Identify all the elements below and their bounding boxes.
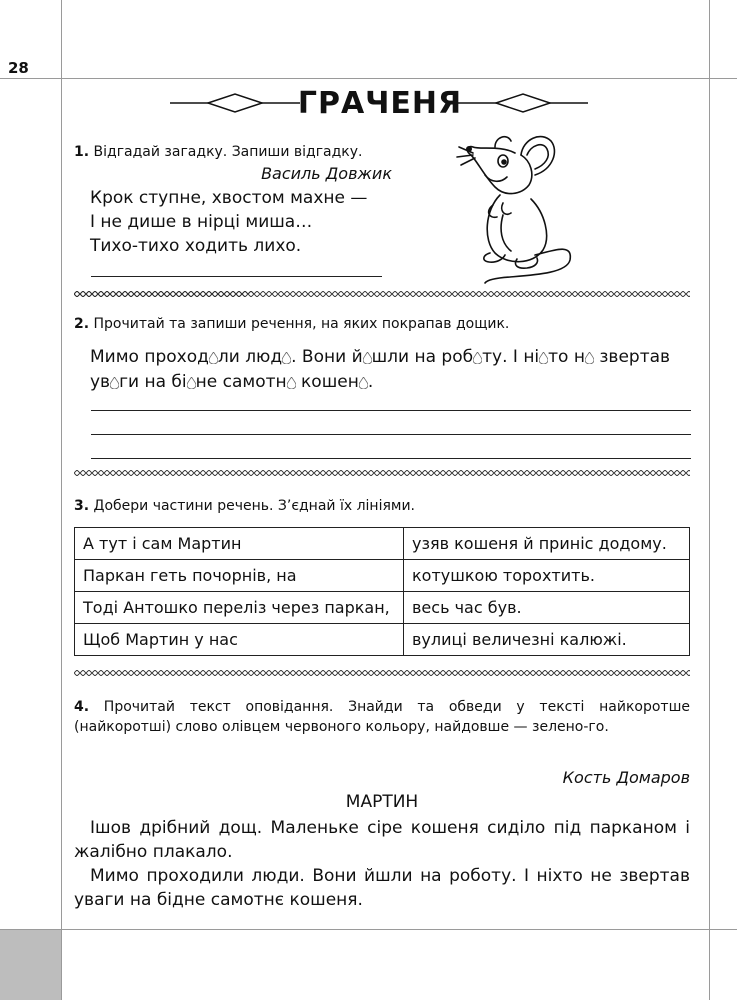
- left-margin-line: [61, 0, 62, 1000]
- task1-instruction: [74, 144, 363, 160]
- task2-instruction: [74, 316, 509, 332]
- answer-line[interactable]: [91, 434, 691, 435]
- task4-instruction: [74, 697, 690, 737]
- left-part-cell[interactable]: Щоб Мартин у нас: [75, 624, 404, 656]
- text-fragment: звертав: [593, 347, 671, 367]
- text-fragment: . Вони й: [291, 347, 363, 367]
- story-paragraph-1: Ішов дрібний дощ. Маленьке сіре кошеня сиділо під парканом і жалібно плакало.: [74, 818, 690, 862]
- riddle-line: Тихо-тихо ходить лихо.: [90, 236, 302, 256]
- answer-line[interactable]: [91, 458, 691, 459]
- answer-line[interactable]: [91, 410, 691, 411]
- page-number: 28: [8, 59, 29, 77]
- text-fragment: то н: [548, 347, 585, 367]
- story-title: МАРТИН: [345, 792, 419, 812]
- right-part-cell[interactable]: весь час був.: [404, 592, 690, 624]
- task1-number: 1.: [74, 144, 90, 160]
- task2-instruction-text: Прочитай та запиши речення, на яких покрапав дощик.: [93, 316, 510, 332]
- left-part-cell[interactable]: Паркан геть почорнів, на: [75, 560, 404, 592]
- header-line: [0, 78, 737, 79]
- left-part-cell[interactable]: А тут і сам Мартин: [75, 528, 404, 560]
- text-fragment: .: [367, 372, 374, 392]
- text-fragment: ув: [90, 372, 111, 392]
- right-margin-line: [709, 0, 710, 1000]
- task4-number: 4.: [74, 699, 90, 715]
- table-row: [75, 528, 690, 560]
- raindrop-icon: [473, 352, 482, 364]
- right-part-cell[interactable]: вулиці величезні калюжі.: [404, 624, 690, 656]
- task3-number: 3.: [74, 498, 90, 514]
- corner-gray-box: [0, 930, 61, 1000]
- task4-author: Кость Домаров: [562, 768, 690, 787]
- text-fragment: не самотн: [195, 372, 287, 392]
- text-fragment: ги на бі: [119, 372, 187, 392]
- raindrop-icon: [287, 377, 296, 389]
- right-part-cell[interactable]: узяв кошеня й приніс додому.: [404, 528, 690, 560]
- zigzag-divider: [74, 470, 690, 476]
- riddle-line: І не дише в нірці миша…: [90, 212, 313, 232]
- title-ornament-right-icon: [458, 92, 588, 114]
- task1-author: Василь Довжик: [261, 164, 392, 183]
- task2-number: 2.: [74, 316, 90, 332]
- page-title: ГРАЧЕНЯ: [297, 86, 463, 121]
- task3-instruction-text: Добери частини речень. З’єднай їх лініями.: [93, 498, 416, 514]
- zigzag-divider: [74, 670, 690, 676]
- raindrop-icon: [282, 352, 291, 364]
- footer-line: [0, 929, 737, 930]
- zigzag-divider: [74, 291, 690, 297]
- riddle-poem: [90, 186, 367, 258]
- story-paragraph-2: Мимо проходили люди. Вони йшли на роботу. І ніхто не звертав уваги на бідне самотнє кошеня.: [74, 866, 690, 910]
- task3-instruction: [74, 498, 415, 514]
- table-row: [75, 560, 690, 592]
- title-ornament-left-icon: [170, 92, 300, 114]
- right-part-cell[interactable]: котушкою торохтить.: [404, 560, 690, 592]
- raindrop-icon: [359, 377, 368, 389]
- text-fragment: Мимо проход: [90, 347, 209, 367]
- text-fragment: ли люд: [217, 347, 283, 367]
- text-fragment: шли на роб: [371, 347, 474, 367]
- raindrop-icon: [187, 377, 196, 389]
- raindrop-icon: [209, 352, 218, 364]
- task4-instruction-text: Прочитай текст оповідання. Знайди та обведи у тексті найкоротше (найкоротші) слово олівцем червоного кольору, найдовше — зелено-го.: [74, 699, 690, 735]
- riddle-line: Крок ступне, хвостом махне —: [90, 188, 368, 208]
- table-row: [75, 624, 690, 656]
- mouse-illustration-icon: [455, 125, 580, 285]
- task1-instruction-text: Відгадай загадку. Запиши відгадку.: [93, 144, 363, 160]
- matching-table: [74, 527, 690, 656]
- raindrop-icon: [363, 352, 372, 364]
- raindrop-icon: [110, 377, 119, 389]
- raindrop-icon: [585, 352, 594, 364]
- rain-sentence-line-1: [90, 345, 690, 369]
- left-part-cell[interactable]: Тоді Антошко переліз через паркан,: [75, 592, 404, 624]
- rain-sentence-line-2: [90, 370, 373, 394]
- text-fragment: ту. І ні: [482, 347, 540, 367]
- text-fragment: кошен: [295, 372, 359, 392]
- raindrop-icon: [539, 352, 548, 364]
- table-row: [75, 592, 690, 624]
- answer-line[interactable]: [91, 276, 382, 277]
